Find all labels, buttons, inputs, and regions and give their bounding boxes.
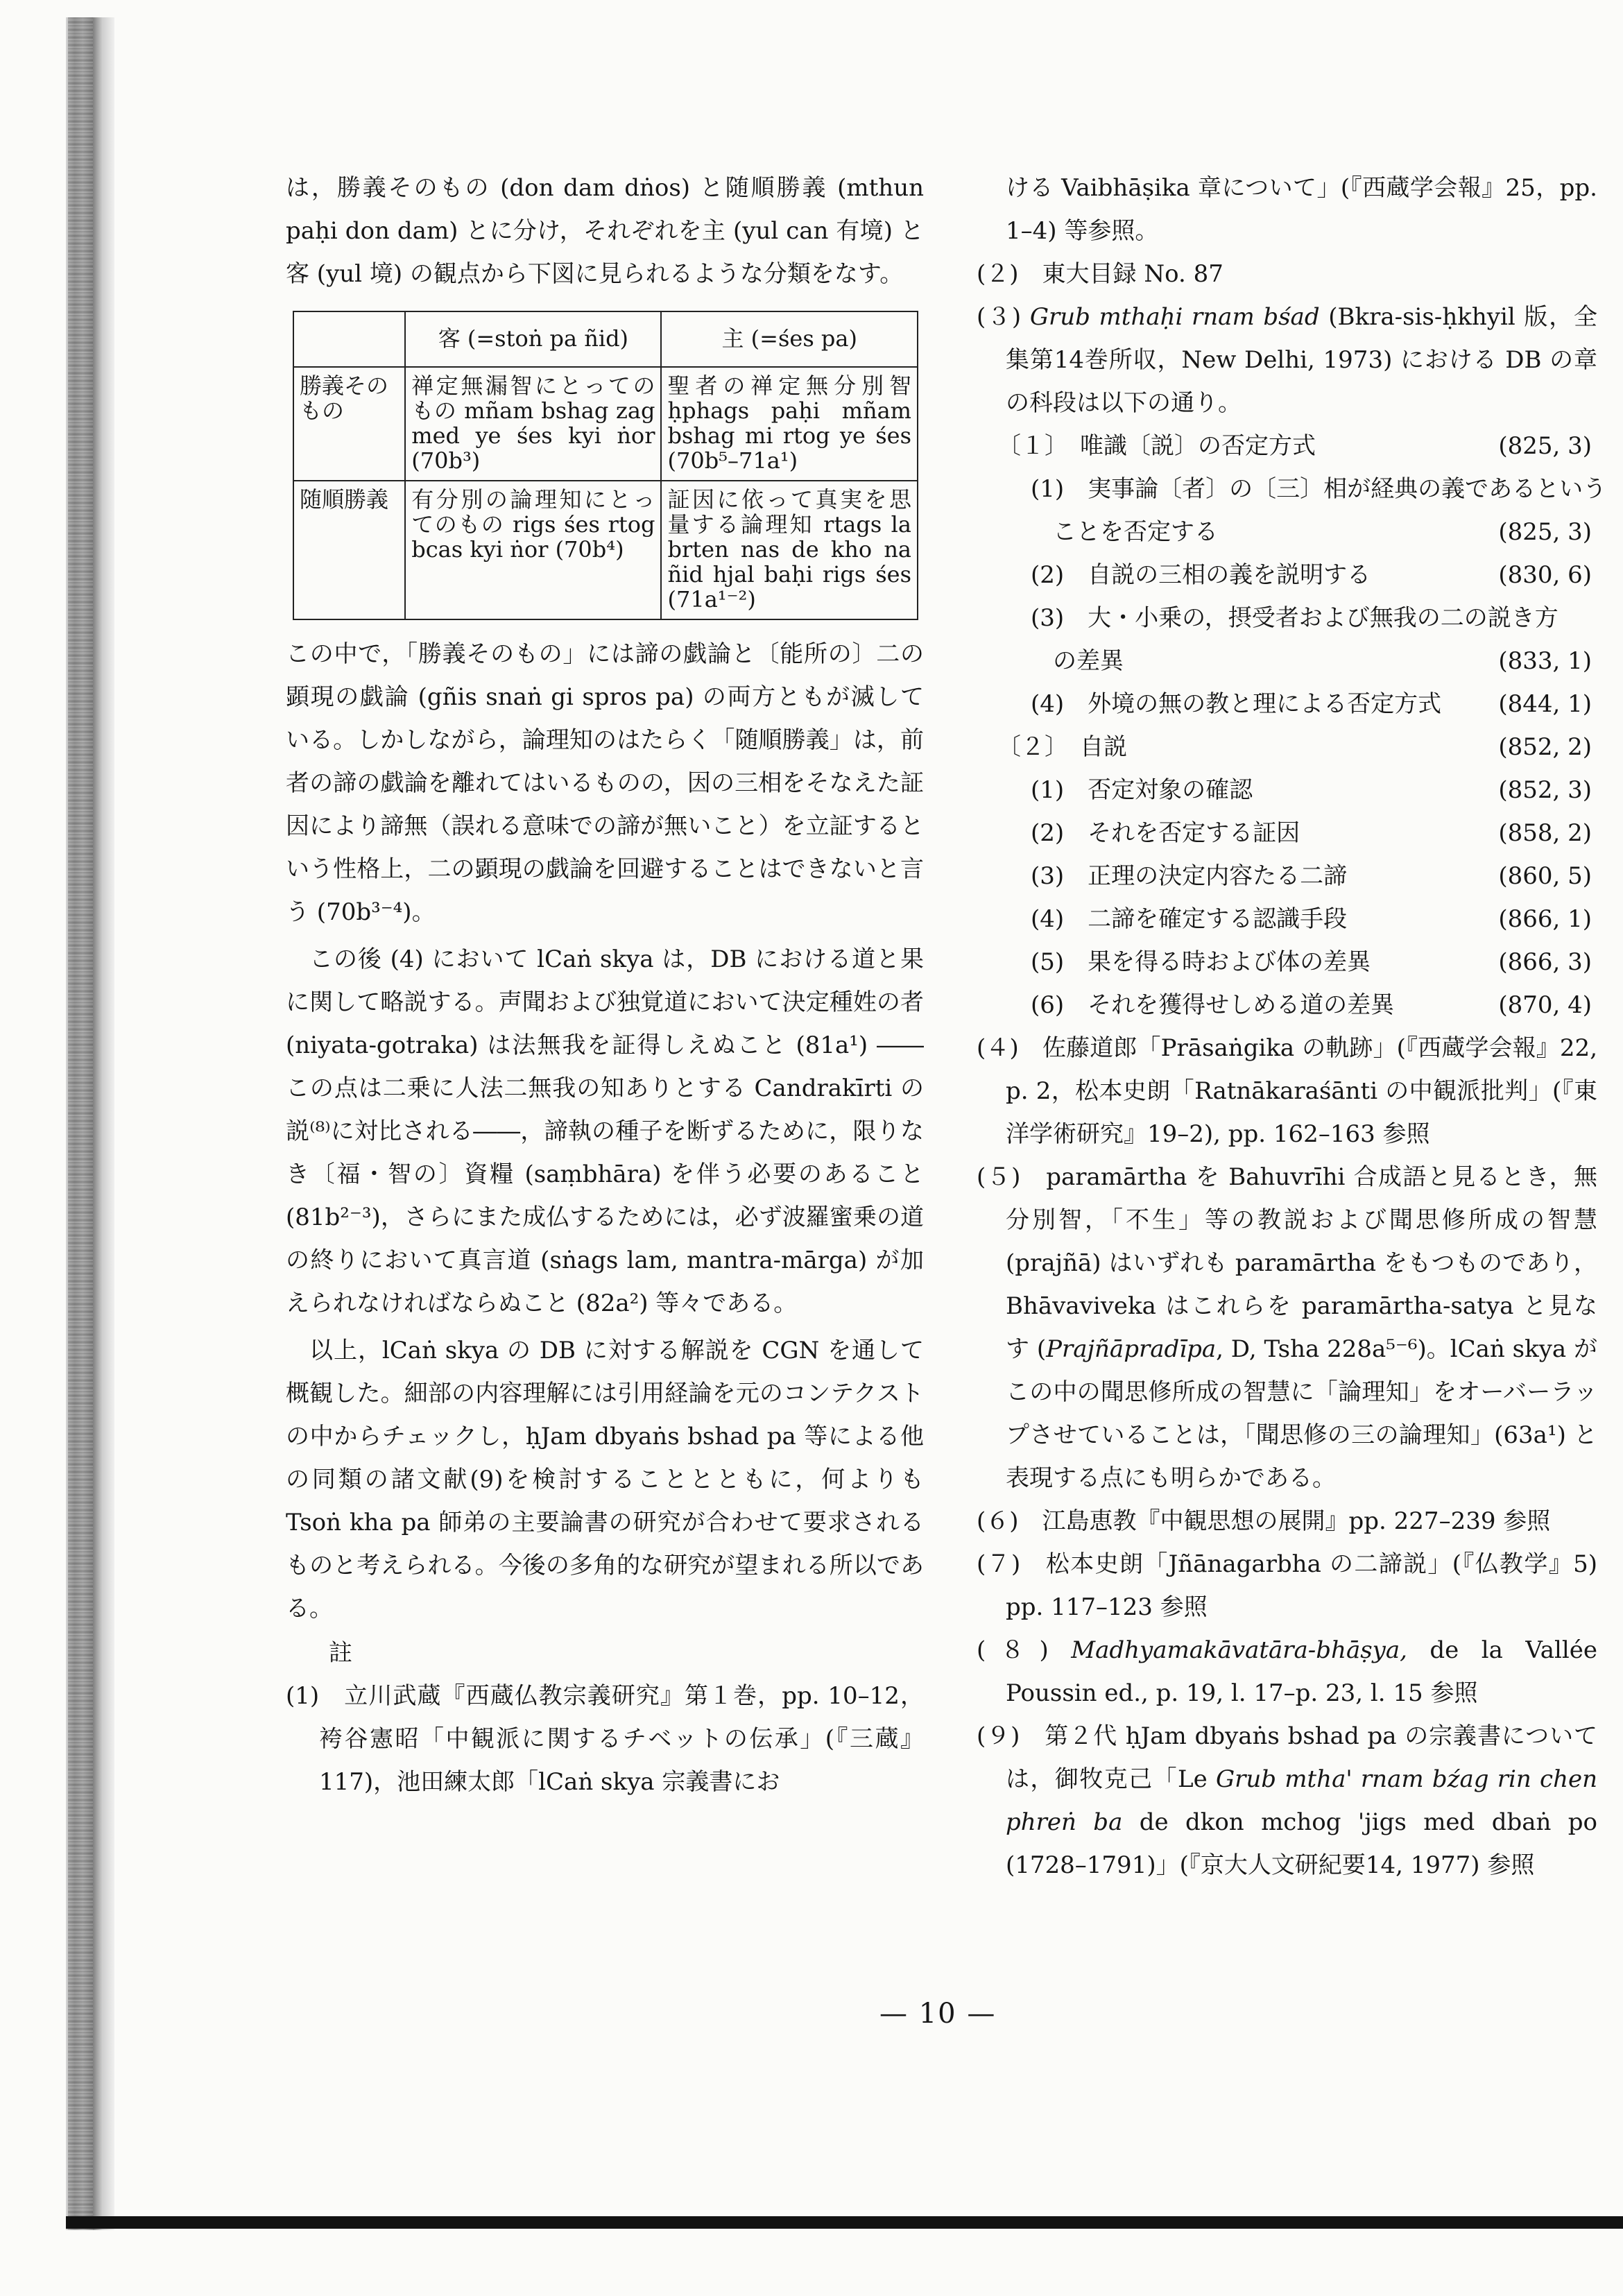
table-cell: 有分別の論理知にとってのもの rigs śes rtog bcas kyi ṅor (70b⁴) bbox=[405, 481, 661, 619]
footnote-5-text: (５) paramārtha を Bahuvrīhi 合成語と見るとき，無分別智，「不生」等の教説および聞思修所成の智慧 (prajñā) はいずれも paramārtha をもつものであり，Bhāvaviveka はこれらを paramārtha-satya と見なす ( bbox=[977, 1163, 1597, 1363]
outline-item-label: の差異 bbox=[1053, 647, 1124, 675]
footnote-2: (２) 東大目録 No. 87 bbox=[977, 260, 1223, 288]
outline-item-continued bbox=[977, 640, 1597, 683]
bottom-scan-edge bbox=[66, 2216, 1623, 2229]
classification-table bbox=[293, 311, 918, 620]
outline-item-ref: (825, 3) bbox=[1498, 518, 1592, 546]
paragraph-path-and-fruit: この後 (4) において lCaṅ skya は，DB における道と果に関して略説する。声聞および独覚道において決定種姓の者 (niyata-gotraka) は法無我を証得しえぬこと (81a¹) ――この点は二乗に人法二無我の知ありとする Candrakīrti の説⁽⁸⁾に対比される――，諦執の種子を断ずるために，限りなき〔福・智の〕資糧 (saṃbhāra) を伴う必要のあること (81b²⁻³)，さらにまた成仏するためには，必ず波羅蜜乗の道の終りにおいて真言道 (sṅags lam, mantra-mārga) が加えられなければならぬこと (82a²) 等々である。 bbox=[286, 945, 924, 1317]
footnote-3 bbox=[977, 295, 1597, 425]
outline-item-ref: (830, 6) bbox=[1498, 561, 1592, 589]
notes-heading: 註 bbox=[329, 1639, 352, 1667]
outline-item-ref: (852, 3) bbox=[1498, 776, 1592, 804]
paragraph-conclusion: 以上，lCaṅ skya の DB に対する解説を CGN を通して概観した。細部の内容理解には引用経論を元のコンテクストの中からチェックし，ḥJam dbyaṅs bshad pa 等による他の同類の諸文献(9)を検討することとともに，何よりも Tsoṅ kha pa 師弟の主要論書の研究が合わせて要求されるものと考えられる。今後の多角的な研究が望まれる所以である。 bbox=[286, 1337, 924, 1622]
outline-item-label: (6) それを獲得せしめる道の差異 bbox=[1031, 991, 1395, 1019]
footnote-1: (1) 立川武蔵『西蔵仏教宗義研究』第１巻，pp. 10–12，袴谷憲昭「中観派に関するチベットの伝承」(『三蔵』117)，池田練太郎「lCaṅ skya 宗義書にお bbox=[286, 1682, 924, 1796]
outline-item-label: (2) それを否定する証因 bbox=[1031, 819, 1300, 847]
footnote-7: (７) 松本史朗「Jñānagarbha の二諦説」(『仏教学』5) pp. 117–123 参照 bbox=[977, 1550, 1597, 1621]
outline-item-label: (1) 実事論〔者〕の〔三〕相が経典の義であるという bbox=[1031, 475, 1607, 503]
outline-item bbox=[977, 941, 1597, 984]
table-cell: 禅定無漏智にとってのもの mñam bshag zag med ye śes kyi ṅor (70b³) bbox=[405, 367, 661, 481]
footnote-3-text: (Bkra-sis-ḥkhyil 版，全集第14巻所収，New Delhi, 1973) における DB の章の科段は以下の通り。 bbox=[1006, 303, 1598, 417]
outline-item-label: 〔２〕 自説 bbox=[997, 733, 1127, 761]
footnote-8-title: Madhyamakāvatāra-bhāṣya, bbox=[1071, 1636, 1407, 1664]
outline-item bbox=[977, 597, 1597, 640]
table-header-subject: 主 (=śes pa) bbox=[661, 311, 918, 367]
table-row bbox=[293, 481, 918, 619]
outline-item bbox=[977, 898, 1597, 941]
table-row bbox=[293, 367, 918, 481]
footnote-5-title: Prajñāpradīpa bbox=[1046, 1335, 1217, 1363]
outline-item-ref: (833, 1) bbox=[1498, 647, 1592, 675]
right-column bbox=[977, 166, 1607, 1887]
outline-item bbox=[977, 683, 1597, 726]
outline-item bbox=[977, 769, 1597, 812]
outline-item-label: (1) 否定対象の確認 bbox=[1031, 776, 1253, 804]
footnote-5 bbox=[977, 1156, 1597, 1500]
outline-item-label: ことを否定する bbox=[1053, 518, 1218, 546]
outline-item-continued bbox=[977, 511, 1597, 554]
paragraph-discussion: この中で，「勝義そのもの」には諦の戯論と〔能所の〕二の顕現の戯論 (gñis snaṅ gi spros pa) の両方ともが滅している。しかしながら，論理知のはたらく「随順勝義」は，前者の諦の戯論を離れてはいるものの，因の三相をそなえた証因により諦無（誤れる意味での諦が無いこと）を立証するという性格上，二の顕現の戯論を回避することはできないと言う (70b³⁻⁴)。 bbox=[286, 640, 924, 926]
outline-item-ref: (866, 1) bbox=[1498, 905, 1592, 933]
outline-item-ref: (860, 5) bbox=[1498, 862, 1592, 890]
outline-item-ref: (852, 2) bbox=[1498, 733, 1592, 761]
table-header-empty bbox=[293, 311, 405, 367]
footnote-3-title: Grub mthaḥi rnam bśad bbox=[1029, 303, 1320, 331]
footnote-6: (６) 江島恵教『中観思想の展開』pp. 227–239 参照 bbox=[977, 1507, 1551, 1535]
outline-item-ref: (844, 1) bbox=[1498, 690, 1592, 718]
outline-item-label: (2) 自説の三相の義を説明する bbox=[1031, 561, 1371, 589]
page-number: — 10 — bbox=[879, 1998, 997, 2030]
table-cell: 聖者の禅定無分別智 ḥphags paḥi mñam bshag mi rtog ye śes (70b⁵–71a¹) bbox=[661, 367, 918, 481]
outline-item-ref: (870, 4) bbox=[1498, 991, 1592, 1019]
outline-item-label: 〔１〕 唯識〔説〕の否定方式 bbox=[997, 432, 1316, 460]
footnote-3-number: (３) bbox=[977, 303, 1022, 331]
table-cell-row-label: 随順勝義 bbox=[293, 481, 405, 619]
footnote-1-continued: ける Vaibhāṣika 章について」(『西蔵学会報』25，pp. 1–4) 等参照。 bbox=[1006, 174, 1597, 245]
outline-item bbox=[977, 554, 1597, 597]
paragraph-intro: は，勝義そのもの (don dam dṅos) と随順勝義 (mthun paḥi don dam) とに分け，それぞれを主 (yul can 有境) と客 (yul 境) の観点から下図に見られるような分類をなす。 bbox=[286, 174, 924, 288]
outline-item-label: (4) 外境の無の教と理による否定方式 bbox=[1031, 690, 1442, 718]
footnote-9-text: (９) 第２代 ḥJam dbyaṅs bshad pa の宗義書については，御牧克己「Le bbox=[977, 1722, 1597, 1793]
outline-item-ref: (858, 2) bbox=[1498, 819, 1592, 847]
footnote-9 bbox=[977, 1715, 1597, 1887]
footnote-4: (４) 佐藤道郎「Prāsaṅgika の軌跡」(『西蔵学会報』22, p. 2，松本史朗「Ratnākaraśānti の中観派批判」(『東洋学術研究』19–2), pp. 162–163 参照 bbox=[977, 1034, 1597, 1148]
footnote-9-text-cont: de dkon mchog 'jigs med dbaṅ po (1728–1791)」(『京大人文研紀要14, 1977) 参照 bbox=[1006, 1808, 1597, 1879]
table-header-row bbox=[293, 311, 918, 367]
outline-item-label: (4) 二諦を確定する認識手段 bbox=[1031, 905, 1348, 933]
footnote-5-text-cont: , D, Tsha 228a⁵⁻⁶)。lCaṅ skya がこの中の聞思修所成の智慧に「論理知」をオーバーラップさせていることは，「聞思修の三の論理知」(63a¹) と表現する点にも明らかである。 bbox=[1006, 1335, 1597, 1492]
outline-item-label: (5) 果を得る時および体の差異 bbox=[1031, 948, 1371, 976]
outline-item-label: (3) 正理の決定内容たる二諦 bbox=[1031, 862, 1348, 890]
outline-item-ref: (825, 3) bbox=[1498, 432, 1592, 460]
outline-item bbox=[977, 855, 1597, 898]
outline-item bbox=[977, 468, 1607, 511]
footnote-8 bbox=[977, 1629, 1597, 1715]
book-binding-texture bbox=[68, 17, 93, 2230]
outline-item bbox=[977, 425, 1597, 468]
outline-item-label: (3) 大・小乗の，摂受者および無我の二の説き方 bbox=[1031, 604, 1558, 632]
footnote-8-text: de la Vallée Poussin ed., p. 19, l. 17–p. 23, l. 15 参照 bbox=[1006, 1636, 1598, 1707]
outline-item bbox=[977, 812, 1597, 855]
table-header-object: 客 (=stoṅ pa ñid) bbox=[405, 311, 661, 367]
footnote-9-title: Grub mtha' rnam bźag rin chen phreṅ ba bbox=[1006, 1765, 1597, 1836]
table-cell: 証因に依って真実を思量する論理知 rtags la brten nas de kho na ñid hjal baḥi rigs śes (71a¹⁻²) bbox=[661, 481, 918, 619]
footnote-8-number: (８) bbox=[977, 1636, 1049, 1664]
outline-item bbox=[977, 726, 1597, 769]
outline-item bbox=[977, 984, 1597, 1027]
outline-list bbox=[977, 425, 1607, 1027]
table-cell-row-label: 勝義そのもの bbox=[293, 367, 405, 481]
left-column bbox=[286, 166, 924, 1804]
outline-item-ref: (866, 3) bbox=[1498, 948, 1592, 976]
